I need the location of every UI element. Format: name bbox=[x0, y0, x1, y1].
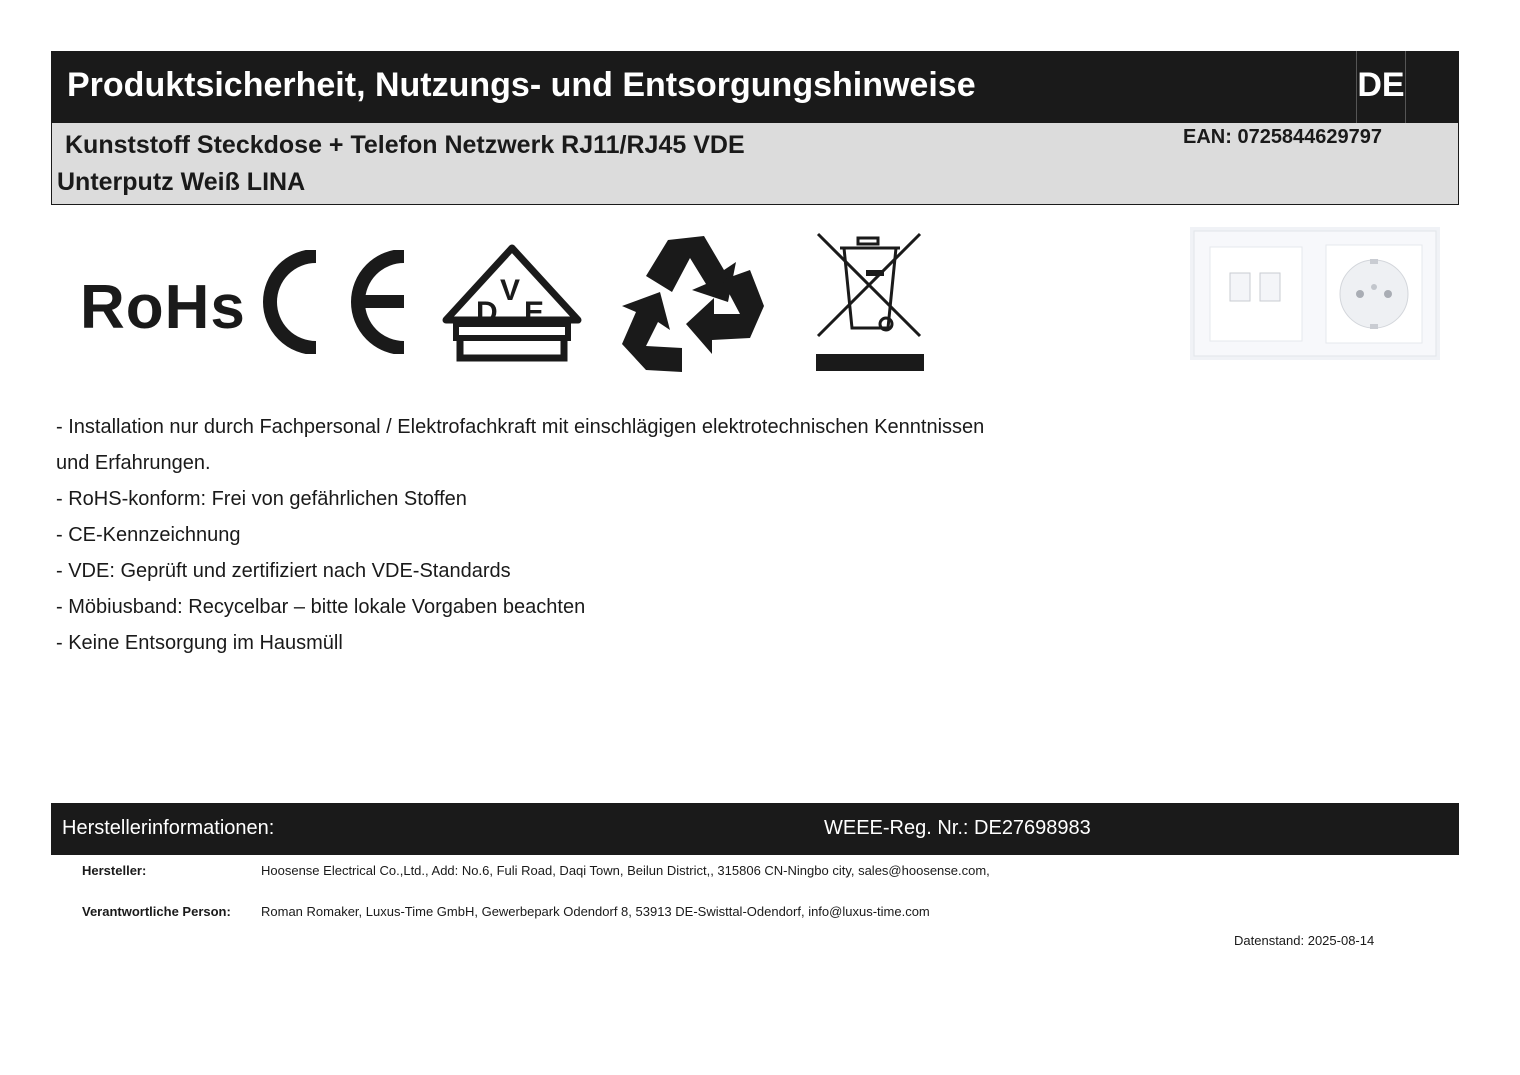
svg-text:E: E bbox=[524, 296, 545, 329]
crossed-bin-icon bbox=[814, 232, 926, 374]
ean-code: EAN: 0725844629797 bbox=[1183, 126, 1383, 148]
note-line: - Keine Entsorgung im Hausmüll bbox=[56, 632, 343, 654]
responsible-person-label: Verantwortliche Person: bbox=[82, 904, 231, 919]
note-line: - CE-Kennzeichnung bbox=[56, 524, 241, 546]
note-line: - VDE: Geprüft und zertifiziert nach VDE-Standards bbox=[56, 560, 511, 582]
manufacturer-bar bbox=[51, 803, 1459, 855]
responsible-person-value: Roman Romaker, Luxus-Time GmbH, Gewerbepark Odendorf 8, 53913 DE-Swisttal-Odendorf, info@luxus-time.com bbox=[261, 904, 930, 919]
product-photo bbox=[1190, 227, 1440, 360]
product-bar bbox=[51, 123, 1459, 205]
usage-notes bbox=[56, 410, 984, 662]
weee-registration: WEEE-Reg. Nr.: DE27698983 bbox=[824, 817, 1091, 839]
language-code: DE bbox=[1356, 51, 1406, 123]
hersteller-value: Hoosense Electrical Co.,Ltd., Add: No.6, Fuli Road, Daqi Town, Beilun District,, 315806 CN-Ningbo city, sales@hoosense.com, bbox=[261, 863, 990, 878]
vde-mark-icon bbox=[440, 242, 585, 362]
recycle-icon bbox=[616, 232, 766, 374]
ce-mark-icon bbox=[258, 250, 408, 354]
note-line: und Erfahrungen. bbox=[56, 452, 211, 474]
hersteller-label: Hersteller: bbox=[82, 863, 147, 878]
note-line: - RoHS-konform: Frei von gefährlichen Stoffen bbox=[56, 488, 467, 510]
rohs-logo: RoHs bbox=[80, 273, 246, 342]
note-line: - Installation nur durch Fachpersonal / Elektrofachkraft mit einschlägigen elektrotechnischen Kenntnissen bbox=[56, 416, 985, 438]
svg-text:V: V bbox=[500, 274, 521, 307]
page-title: Produktsicherheit, Nutzungs- und Entsorgungshinweise bbox=[67, 66, 976, 104]
svg-text:D: D bbox=[476, 296, 498, 329]
title-bar bbox=[51, 51, 1459, 123]
manufacturer-section-title: Herstellerinformationen: bbox=[62, 817, 275, 839]
product-name-line2: Unterputz Weiß LINA bbox=[57, 168, 306, 196]
product-name-line1: Kunststoff Steckdose + Telefon Netzwerk RJ11/RJ45 VDE bbox=[65, 131, 745, 159]
note-line: - Möbiusband: Recycelbar – bitte lokale Vorgaben beachten bbox=[56, 596, 586, 618]
data-date: Datenstand: 2025-08-14 bbox=[1234, 933, 1375, 948]
